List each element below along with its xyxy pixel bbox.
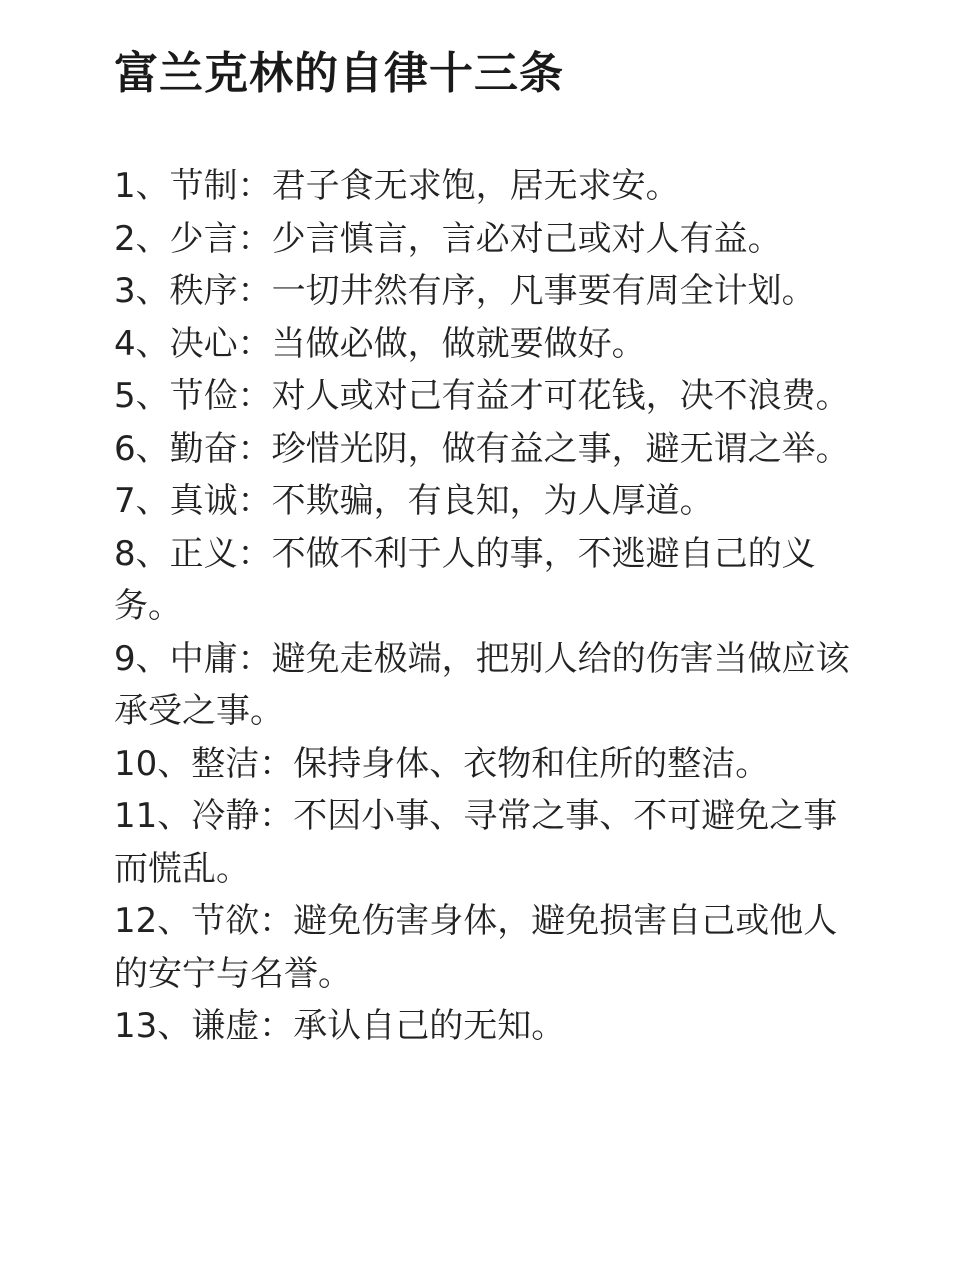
rule-item-3: 3、秩序：一切井然有序，凡事要有周全计划。 <box>114 271 816 311</box>
rule-item-13: 13、谦虚：承认自己的无知。 <box>114 1006 566 1046</box>
rule-item-1: 1、节制：君子食无求饱，居无求安。 <box>114 166 680 206</box>
rule-item-9: 9、中庸：避免走极端，把别人给的伤害当做应该承受之事。 <box>114 638 850 731</box>
rule-item-7: 7、真诚：不欺骗，有良知，为人厚道。 <box>114 481 714 521</box>
rules-list <box>114 160 854 1053</box>
rule-item-8: 8、正义：不做不利于人的事，不逃避自己的义务。 <box>114 533 816 626</box>
rule-item-2: 2、少言：少言慎言，言必对己或对人有益。 <box>114 218 782 259</box>
rule-item-5: 5、节俭：对人或对己有益才可花钱，决不浪费。 <box>114 376 850 416</box>
rule-item-12: 12、节欲：避免伤害身体，避免损害自己或他人的安宁与名誉。 <box>114 901 838 994</box>
rule-item-11: 11、冷静：不因小事、寻常之事、不可避免之事而慌乱。 <box>114 796 838 889</box>
rule-item-6: 6、勤奋：珍惜光阴，做有益之事，避无谓之举。 <box>114 428 850 469</box>
rule-item-4: 4、决心：当做必做，做就要做好。 <box>114 323 646 364</box>
rule-item-10: 10、整洁：保持身体、衣物和住所的整洁。 <box>114 743 770 784</box>
page-title: 富兰克林的自律十三条 <box>114 48 564 99</box>
